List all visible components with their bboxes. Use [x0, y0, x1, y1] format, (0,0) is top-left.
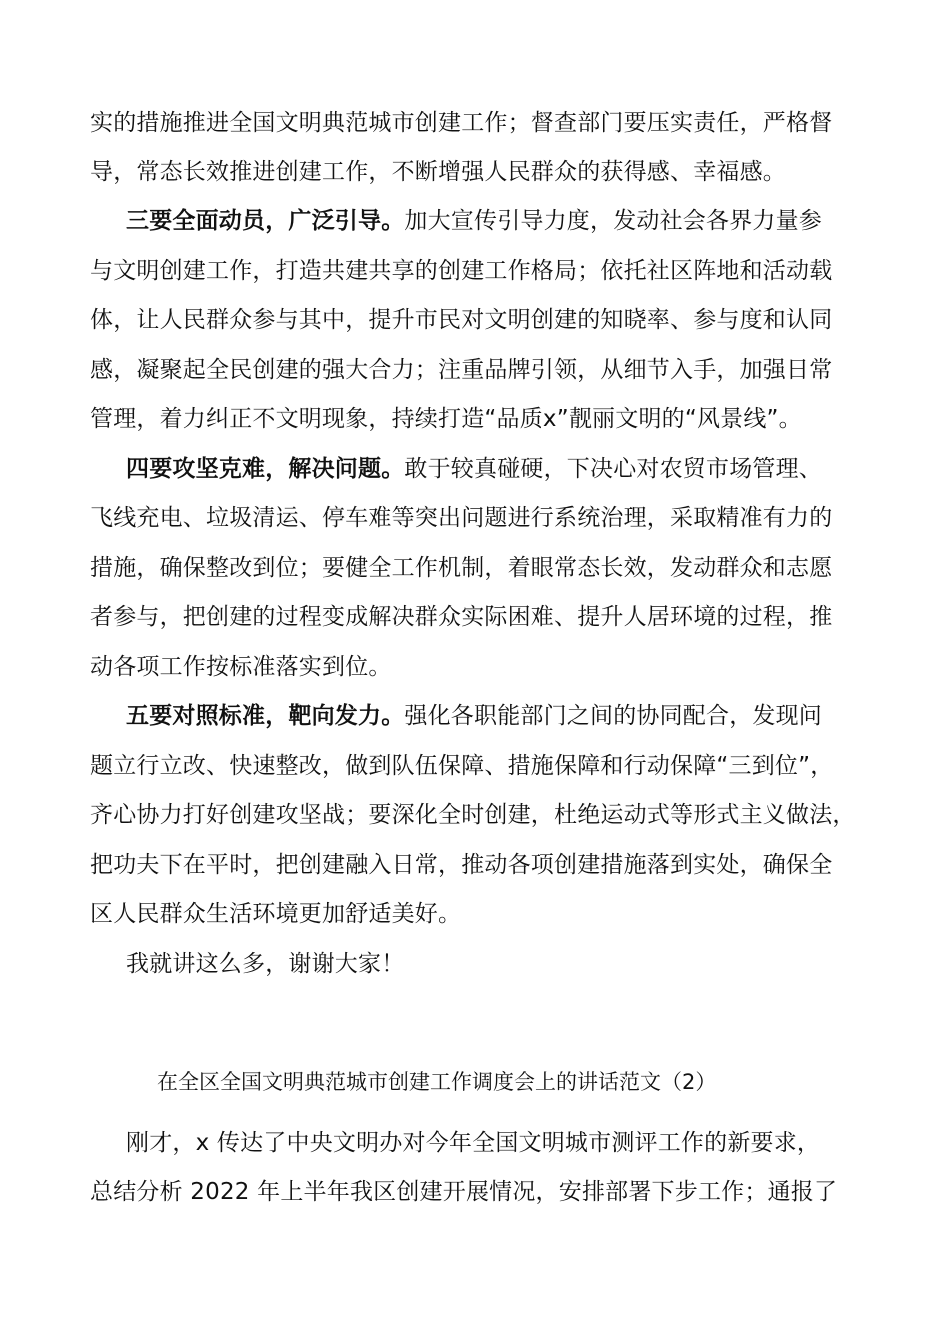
section-title: 在全区全国文明典范城市创建工作调度会上的讲话范文（2） — [157, 1070, 717, 1094]
paragraph-3-line-3: 措施，确保整改到位；要健全工作机制，着眼常态长效，发动群众和志愿 — [90, 555, 833, 581]
paragraph-4-line-1 — [126, 701, 822, 731]
paragraph-3-line-5: 动各项工作按标准落实到位。 — [90, 654, 392, 680]
paragraph-3-line-2: 飞线充电、垃圾清运、停车难等突出问题进行系统治理，采取精准有力的 — [90, 505, 833, 531]
paragraph-2-line-2: 与文明创建工作，打造共建共享的创建工作格局；依托社区阵地和活动载 — [90, 258, 833, 284]
paragraph-4-heading: 五要对照标准，靶向发力。 — [126, 703, 405, 729]
paragraph-3-line-4: 者参与，把创建的过程变成解决群众实际困难、提升人居环境的过程，推 — [90, 604, 833, 630]
paragraph-3-heading: 四要攻坚克难，解决问题。 — [126, 456, 405, 482]
paragraph-4-line-3: 齐心协力打好创建攻坚战；要深化全时创建，杜绝运动式等形式主义做法， — [90, 802, 856, 828]
paragraph-2-line-3: 体，让人民群众参与其中，提升市民对文明创建的知晓率、参与度和认同 — [90, 307, 833, 333]
paragraph-1-line-2: 导，常态长效推进创建工作，不断增强人民群众的获得感、幸福感。 — [90, 159, 786, 185]
paragraph-2-line-1 — [126, 206, 822, 236]
paragraph-3-line-1-text: 敢于较真碰硬，下决心对农贸市场管理、 — [404, 456, 823, 482]
paragraph-5-line-2: 总结分析 2022 年上半年我区创建开展情况，安排部署下步工作；通报了 — [90, 1179, 838, 1205]
paragraph-4-line-1-text: 强化各职能部门之间的协同配合，发现问 — [404, 703, 823, 729]
paragraph-2-heading: 三要全面动员，广泛引导。 — [126, 208, 405, 234]
paragraph-4-line-5: 区人民群众生活环境更加舒适美好。 — [90, 901, 462, 927]
paragraph-3-line-1 — [126, 454, 822, 484]
closing-line: 我就讲这么多，谢谢大家！ — [126, 951, 405, 977]
paragraph-5-line-1: 刚才，x 传达了中央文明办对今年全国文明城市测评工作的新要求， — [126, 1130, 821, 1156]
paragraph-2-line-4: 感，凝聚起全民创建的强大合力；注重品牌引领，从细节入手，加强日常 — [90, 357, 833, 383]
paragraph-2-line-5: 管理，着力纠正不文明现象，持续打造“品质x”靓丽文明的“风景线”。 — [90, 406, 802, 432]
paragraph-1-line-1: 实的措施推进全国文明典范城市创建工作；督查部门要压实责任，严格督 — [90, 110, 833, 136]
paragraph-4-line-4: 把功夫下在平时，把创建融入日常，推动各项创建措施落到实处，确保全 — [90, 852, 833, 878]
paragraph-4-line-2: 题立行立改、快速整改，做到队伍保障、措施保障和行动保障“三到位”， — [90, 753, 834, 779]
paragraph-2-line-1-text: 加大宣传引导力度，发动社会各界力量参 — [404, 208, 823, 234]
